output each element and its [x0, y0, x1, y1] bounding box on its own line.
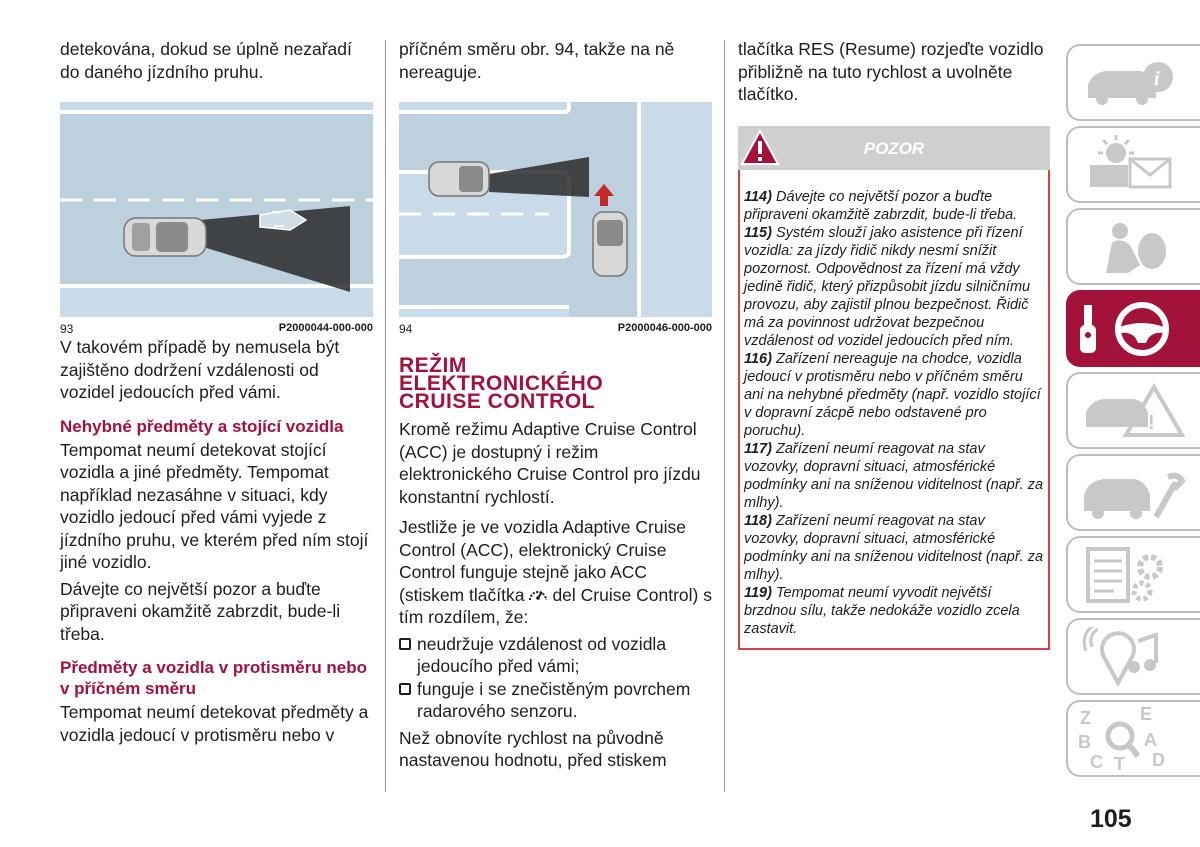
figure-number: 94 [399, 322, 413, 336]
cruise-control-speedometer-icon [527, 585, 549, 605]
section-title [399, 354, 712, 413]
tab-technical-data[interactable] [1066, 536, 1200, 613]
svg-text:!: ! [1148, 412, 1155, 434]
col1-para2: Tempomat neumí detekovat stojící vozidla a jiné předměty. Tempomat například nezasáhne v situaci, kdy vozidlo jedoucí před vámi vyjede z jízdního pruhu, ve kterém před ním stojí jiné vozidlo. [60, 439, 369, 572]
column-3 [738, 38, 1050, 650]
warning-number: 116) [744, 350, 772, 367]
bullet-item [399, 633, 712, 678]
warning-text: Systém slouží jako asistence při řízení vozidla: za jízdy řidič nikdy nesmí snížit pozornost. Odpovědnost za řízení má vždy jedině řidič, který přizpůsobit jízdu silničnímu provozu, aby zajistil plnou bezpečnost. Řidič má za povinnost udržovat bezpečnou vzdálenost od vozidel jedoucích před ním. [744, 224, 1031, 349]
safety-airbag-icon [1078, 217, 1188, 277]
multimedia-icon [1078, 627, 1188, 687]
warning-item [744, 350, 1044, 440]
col3-intro: tlačítka RES (Resume) rozjeďte vozidlo přibližně na tuto rychlost a uvolněte tlačítko. [738, 39, 1044, 104]
index-letter: Z [1080, 708, 1091, 728]
page-number: 105 [1090, 805, 1132, 833]
svg-text:i: i [1154, 68, 1160, 90]
warning-text: Zařízení nereaguje na chodce, vozidla jedoucí v protisměru nebo v příčném směru ani na nehybné předměty (např. vozidlo stojící v dopravní zácpě nebo odstavené pro poruchu). [744, 350, 1041, 439]
warning-number: 115) [744, 224, 772, 241]
figure-caption [399, 322, 712, 336]
figure-code: P2000046-000-000 [617, 322, 712, 334]
section-title-line: REŽIM [399, 354, 467, 377]
chapter-sidebar [1066, 44, 1200, 782]
column-2 [399, 38, 712, 776]
index-letter: C [1090, 752, 1103, 770]
section-title-line: CRUISE CONTROL [399, 390, 595, 413]
warning-number: 119) [744, 584, 772, 601]
warning-item [744, 440, 1044, 512]
index-letter: T [1114, 754, 1125, 770]
technical-data-icon [1078, 545, 1188, 605]
index-letter: D [1152, 750, 1165, 770]
tab-multimedia[interactable] [1066, 618, 1200, 695]
warning-text: Zařízení neumí reagovat na stav vozovky, dopravní situaci, atmosférické podmínky ani na sníženou viditelnost (např. za mlhy). [744, 440, 1044, 511]
col1-intro: detekována, dokud se úplně nezařadí do daného jízdního pruhu. [60, 39, 352, 82]
col2-para1: Kromě režimu Adaptive Cruise Control (ACC) je dostupný i režim elektronického Cruise Control pro jízdu konstantní rychlostí. [399, 419, 701, 507]
warning-text: Tempomat neumí vyvodit největší brzdnou sílu, takže nedokáže vozidlo zcela zastavit. [744, 584, 1020, 637]
tab-maintenance[interactable] [1066, 454, 1200, 531]
warning-item [744, 224, 1044, 350]
car-maintenance-icon [1078, 463, 1188, 523]
figure-caption [60, 322, 373, 336]
warning-box [738, 176, 1050, 650]
warning-item [744, 584, 1044, 638]
col1-para1: V takovém případě by nemusela být zajištěno dodržení vzdálenosti od vozidel jedoucích před vámi. [60, 337, 340, 402]
col2-para2-end: del Cruise Control) s tím rozdílem, že: [399, 584, 712, 627]
bullet-item [399, 678, 712, 723]
heading-stationary-objects: Nehybné předměty a stojící vozidla [60, 416, 344, 436]
figure-94 [399, 102, 712, 336]
col2-para2 [399, 516, 712, 629]
warning-text: Dávejte co největší pozor a buďte připraveni okamžitě zabrzdit, bude-li třeba. [744, 188, 1018, 223]
heading-oncoming-objects: Předměty a vozidla v protisměru nebo v příčném směru [60, 658, 368, 698]
checkbox-bullet-icon [399, 683, 411, 695]
index-letter: E [1140, 706, 1153, 724]
warning-item [744, 188, 1044, 224]
bullet-text: neudržuje vzdálenost od vozidla jedoucího před vámi; [417, 633, 667, 676]
warning-text: Zařízení neumí reagovat na stav vozovky, dopravní situaci, atmosférické podmínky ani na sníženou viditelnost (např. za mlhy). [744, 512, 1044, 583]
figure-code: P2000044-000-000 [278, 322, 373, 334]
tab-index[interactable] [1066, 700, 1200, 777]
bullet-text: funguje i se znečistěným povrchem radarového senzoru. [417, 678, 691, 721]
column-1 [60, 38, 373, 750]
warning-item [744, 512, 1044, 584]
emergency-icon [1078, 381, 1188, 441]
warning-header [738, 126, 1050, 170]
col1-para3: Dávejte co největší pozor a buďte připraveni okamžitě zabrzdit, bude-li třeba. [60, 578, 341, 644]
col1-para4: Tempomat neumí detekovat předměty a vozidla jedoucí v protisměru nebo v [60, 702, 369, 745]
column-divider [385, 40, 386, 792]
section-title-line: ELEKTRONICKÉHO [399, 372, 604, 395]
warning-number: 117) [744, 440, 772, 457]
checkbox-bullet-icon [399, 638, 411, 650]
tab-car-info[interactable] [1066, 44, 1200, 121]
warning-title: POZOR [863, 138, 925, 158]
index-letter: B [1078, 732, 1091, 752]
tab-starting-driving[interactable] [1066, 290, 1200, 367]
key-steering-wheel-icon [1078, 299, 1188, 359]
column-divider [724, 40, 725, 792]
warning-lights-icon [1078, 135, 1188, 195]
warning-number: 118) [744, 512, 772, 529]
warning-number: 114) [744, 188, 772, 205]
car-info-icon [1078, 53, 1188, 113]
index-icon [1078, 706, 1188, 770]
tab-safety[interactable] [1066, 208, 1200, 285]
col2-intro: příčném směru obr. 94, takže na ně nereaguje. [399, 39, 675, 82]
tab-emergency[interactable] [1066, 372, 1200, 449]
figure-93 [60, 102, 373, 336]
index-letter: A [1144, 730, 1157, 750]
col2-para3: Než obnovíte rychlost na původně nastavenou hodnotu, před stiskem [399, 727, 667, 770]
tab-warning-lights[interactable] [1066, 126, 1200, 203]
col2-para2-start: Jestliže je ve vozidla Adaptive Cruise Control (ACC), elektronický Cruise Control funguje stejně jako ACC (stiskem tlačítka [399, 517, 686, 605]
road-illustration-93 [60, 102, 373, 317]
figure-number: 93 [60, 322, 74, 336]
road-illustration-94 [399, 102, 712, 317]
warning-box-frame [738, 170, 1050, 176]
